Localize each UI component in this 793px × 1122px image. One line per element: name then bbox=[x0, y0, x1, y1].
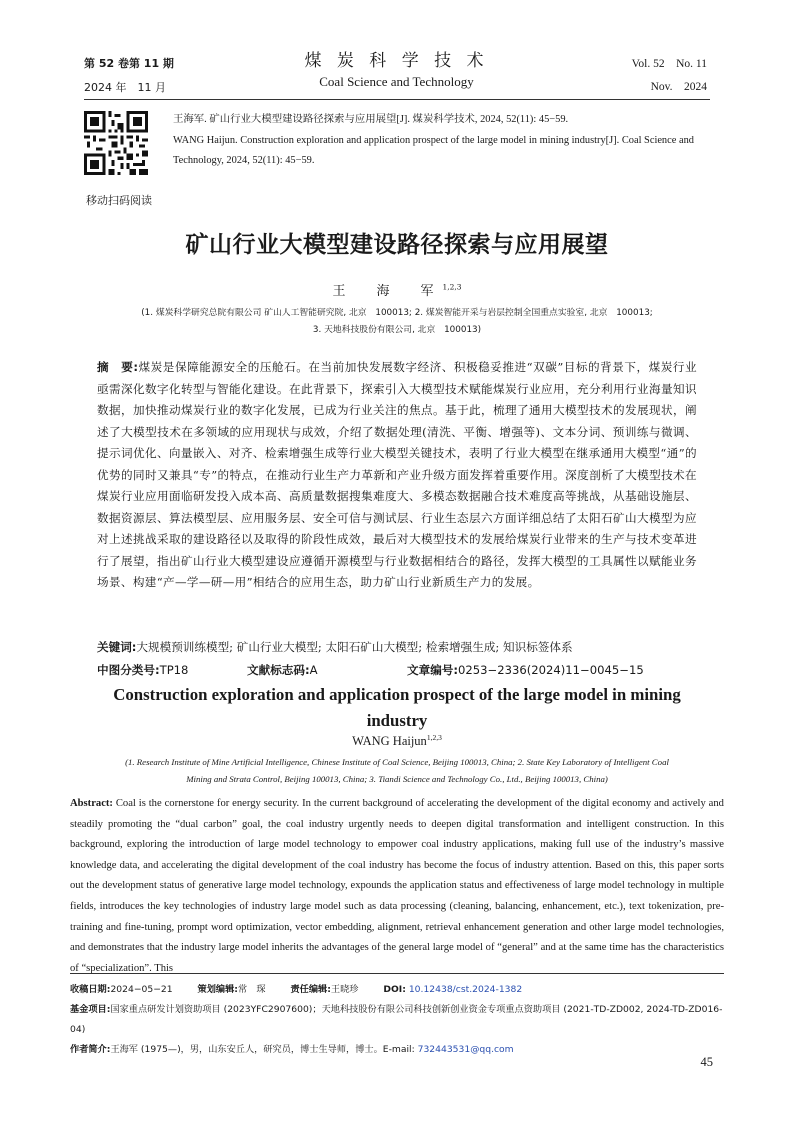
received-value: 2024−05−21 bbox=[110, 984, 173, 995]
footnote-bio bbox=[70, 1040, 726, 1060]
affiliation-zh-line2: 3. 天地科技股份有限公司, 北京 100013) bbox=[312, 325, 482, 335]
issue-date: 2024 年 11 月 bbox=[84, 81, 166, 94]
bio-value: 王海军 (1975—)，男，山东安丘人，研究员，博士生导师，博士。E-mail: bbox=[110, 1044, 418, 1055]
paper-title-en: Construction exploration and application prospect of the large model in mining industry bbox=[113, 685, 681, 730]
affiliations-en bbox=[84, 754, 710, 788]
affiliation-en-line1: (1. Research Institute of Mine Artificial Intelligence, Chinese Institute of Coal Science, Beijing 100013, China; 2. State Key Laboratory of Intelligent Coal bbox=[125, 757, 669, 767]
page-number: 45 bbox=[700, 1055, 713, 1069]
bio-label: 作者简介: bbox=[70, 1044, 111, 1055]
author-en bbox=[84, 733, 710, 749]
editor-value: 王晓珍 bbox=[330, 984, 359, 995]
clc-value: TP18 bbox=[159, 663, 189, 677]
keywords-zh-label: 关键词: bbox=[97, 640, 137, 654]
author-affil-sup-en: 1,2,3 bbox=[426, 733, 442, 742]
editor-label: 责任编辑: bbox=[290, 984, 331, 995]
received-label: 收稿日期: bbox=[70, 984, 111, 995]
clc-label: 中图分类号: bbox=[97, 663, 160, 677]
qr-code-icon[interactable] bbox=[84, 111, 148, 175]
footnote-block bbox=[70, 980, 726, 1060]
fund-value: 国家重点研发计划资助项目 (2023YFC2907600)；天地科技股份有限公司科技创新创业资金专项重点资助项目 (2021-TD-ZD002, 2024-TD-ZD016-04) bbox=[70, 1004, 723, 1035]
header-rule bbox=[84, 99, 710, 100]
author-name-en: WANG Haijun bbox=[352, 734, 427, 749]
keywords-zh bbox=[97, 637, 697, 657]
abstract-en-text: Coal is the cornerstone for energy security. In the current background of accelerating the development of the digital economy and actively and steadily promoting the “dual carbon” goal, the coal industry urgently needs to deepen digital transformation and intelligent construction. In this background, exploring the introduction of large model technology to empower coal industry applications, making full use of the industry’s massive knowledge data, and accelerating the digital development of the coal industry has become the focus of industry attention. Based on this, this paper sorts out the development status of generative large model technology, expounds the application status and effectiveness of large model technology in multiple fields, introduces the key technologies of industry large model such as data processing (cleaning, balancing, enhancement, etc.), text tokenization, pre-training and fine-tuning, prompt word optimization, vector embedding, alignment, retrieval enhancement generation and other large model technologies, and demonstrates that the industry large model inherits the advantages of the general large model of “general” and at the same time has the characteristics of “specialization”. This bbox=[70, 798, 724, 974]
abstract-en-label: Abstract: bbox=[70, 798, 113, 809]
fund-label: 基金项目: bbox=[70, 1004, 111, 1015]
citation-zh: 王海军. 矿山行业大模型建设路径探索与应用展望[J]. 煤炭科学技术, 2024, 52(11): 45−59. bbox=[173, 114, 569, 125]
article-no-label: 文章编号: bbox=[407, 663, 459, 677]
keywords-zh-text: 大规模预训练模型; 矿山行业大模型; 太阳石矿山大模型; 检索增强生成; 知识标签体系 bbox=[136, 640, 573, 654]
classification-line bbox=[97, 660, 697, 680]
author-zh bbox=[84, 280, 710, 299]
email-link[interactable]: 732443531@qq.com bbox=[417, 1044, 514, 1055]
paper-title-zh: 矿山行业大模型建设路径探索与应用展望 bbox=[185, 232, 609, 258]
citation-block bbox=[173, 110, 726, 172]
affiliations-zh bbox=[84, 305, 710, 339]
planner-value: 常 琛 bbox=[237, 984, 266, 995]
footnote-dates-editors bbox=[70, 980, 726, 1000]
doi-link[interactable]: 10.12438/cst.2024-1382 bbox=[408, 984, 523, 995]
author-name-zh: 王 海 军 bbox=[332, 284, 443, 299]
doc-code-label: 文献标志码: bbox=[247, 663, 310, 677]
abstract-en bbox=[70, 794, 724, 979]
issue-date-en: Nov. 2024 bbox=[650, 81, 707, 93]
volume-issue: 第 52 卷第 11 期 bbox=[84, 57, 174, 70]
footnote-fund bbox=[70, 1000, 726, 1040]
planner-label: 策划编辑: bbox=[197, 984, 238, 995]
abstract-zh-label: 摘 要: bbox=[97, 360, 139, 374]
running-header-left bbox=[84, 52, 174, 100]
author-affil-sup-zh: 1,2,3 bbox=[442, 282, 462, 292]
citation-en: WANG Haijun. Construction exploration and application prospect of the large model in mining industry[J]. Coal Science and Technology, 2024, 52(11): 45−59. bbox=[173, 134, 694, 166]
doc-code-value: A bbox=[309, 663, 318, 677]
qr-caption: 移动扫码阅读 bbox=[86, 194, 152, 207]
affiliation-en-line2: Mining and Strata Control, Beijing 100013, China; 3. Tiandi Science and Technology Co., Ltd., Beijing 100013, China) bbox=[186, 774, 608, 784]
footnote-rule bbox=[70, 973, 724, 974]
abstract-zh bbox=[97, 357, 697, 594]
affiliation-zh-line1: (1. 煤炭科学研究总院有限公司 矿山人工智能研究院, 北京 100013; 2. 煤炭智能开采与岩层控制全国重点实验室, 北京 100013; bbox=[141, 308, 653, 318]
journal-name-zh: 煤 炭 科 学 技 术 bbox=[304, 51, 489, 71]
doi-label: DOI: bbox=[383, 984, 406, 995]
abstract-zh-text: 煤炭是保障能源安全的压舱石。在当前加快发展数字经济、积极稳妥推进“双碳”目标的背景下，煤炭行业亟需深化数字化转型与智能化建设。在此背景下，探索引入大模型技术赋能煤炭行业应用，充分利用行业海量知识数据，加快推动煤炭行业的数字化发展，已成为行业关注的焦点。基于此，梳理了通用大模型技术的发展现状，阐述了大模型技术在多领域的应用现状与成效，介绍了数据处理(清洗、平衡、增强等)、文本分词、预训练与微调、提示词优化、向量嵌入、对齐、检索增强生成等行业大模型关键技术，表明了行业大模型在继承通用大模型“通”的优势的同时又兼具“专”的特点，在推动行业生产力革新和产业升级方面发挥着重要作用。深度剖析了大模型技术在煤炭行业应用面临研发投入成本高、高质量数据搜集难度大、多模态数据融合技术难度高等挑战，从基础设施层、数据资源层、算法模型层、应用服务层、安全可信与测试层、行业生态层六方面详细总结了太阳石矿山大模型为应对上述挑战采取的建设路径以及取得的阶段性成效，最后对大模型技术的发展给煤炭行业带来的生产与技术变革进行了展望，指出矿山行业大模型建设应遵循开源模型与行业数据相结合的路径，发挥大模型的工具属性以赋能业务场景、构建“产—学—研—用”相结合的应用生态，助力矿山行业新质生产力的发展。 bbox=[97, 360, 697, 589]
article-no-value: 0253−2336(2024)11−0045−15 bbox=[458, 663, 644, 677]
volume-issue-en: Vol. 52 No. 11 bbox=[631, 58, 707, 70]
running-header-right bbox=[632, 53, 707, 99]
journal-name-en: Coal Science and Technology bbox=[319, 74, 474, 89]
running-header-journal bbox=[260, 50, 533, 92]
